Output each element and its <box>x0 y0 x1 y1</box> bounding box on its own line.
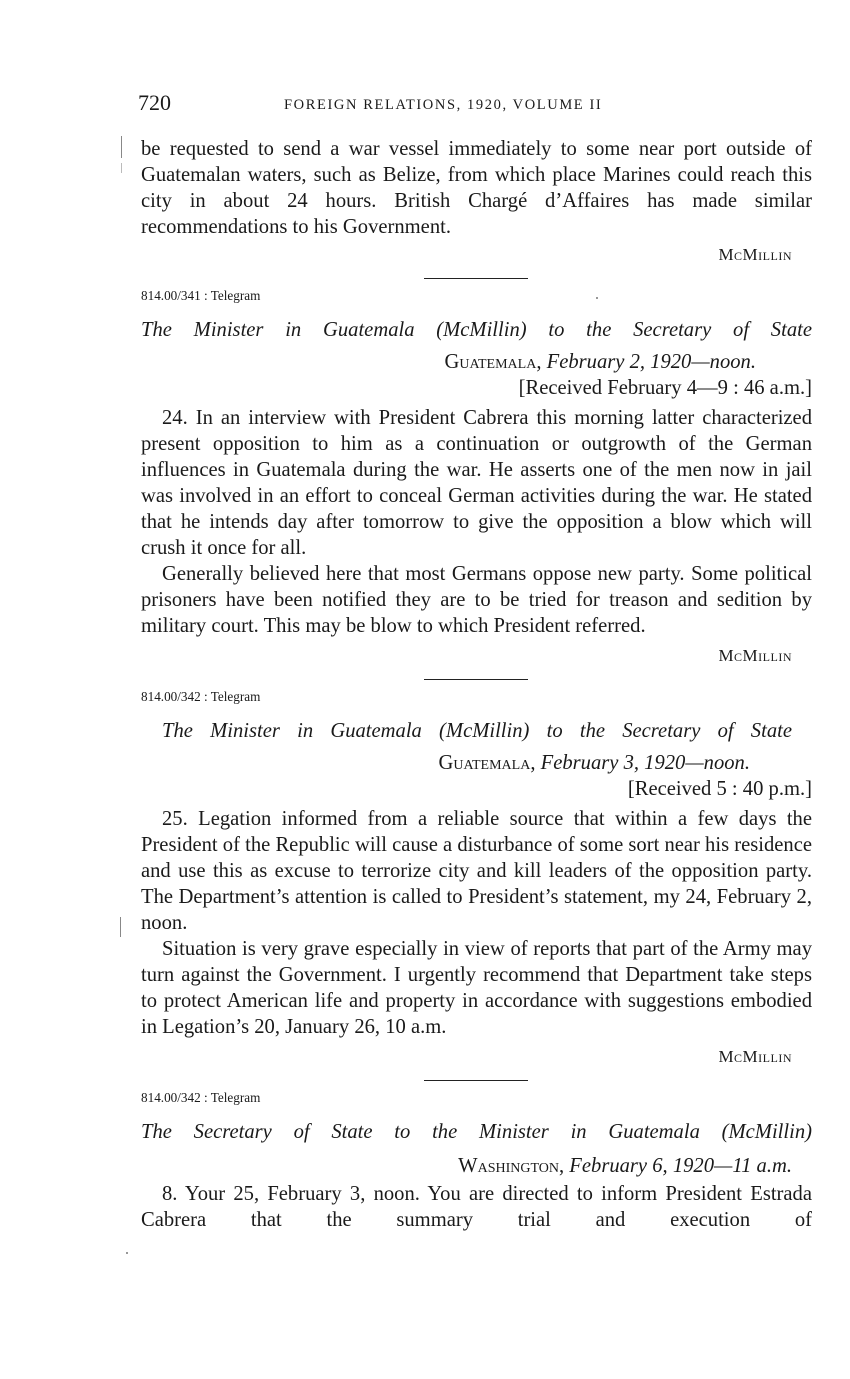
body-paragraph: Situation is very grave especially in view of reports that part of the Army may turn against the Government. I urgently recommend that Department take steps to protect American life and property in accordance with suggestions embodied in Legation’s 20, January 26, 10 a.m. <box>141 938 812 1038</box>
body-paragraph: 8. Your 25, February 3, noon. You are directed to inform President Estrada Cabrera that the summary trial and execution of <box>141 1183 812 1231</box>
page-header <box>138 90 812 122</box>
dateline-date: February 3, 1920—noon. <box>540 752 750 774</box>
dateline: Washington, February 6, 1920—11 a.m. <box>458 1155 792 1177</box>
margin-mark <box>121 163 122 173</box>
section-divider <box>424 679 528 680</box>
page-content <box>141 136 812 1233</box>
dateline-place: Washington <box>458 1155 559 1177</box>
body-paragraph: 24. In an interview with President Cabrera this morning latter characterized present opposition to him as a continuation or outgrowth of the German influences in Guatemala during the war. He asserts one of the men now in jail was involved in an effort to conceal German activities during the war. He stated that he intends day after tomorrow to give the opposition a blow which will crush it once for all. <box>141 407 812 559</box>
received-line: [Received 5 : 40 p.m.] <box>627 778 812 800</box>
file-reference: 814.00/342 : Telegram <box>141 1090 261 1105</box>
document-title: The Secretary of State to the Minister in Guatemala (McMillin) <box>141 1121 812 1143</box>
dateline: Guatemala, February 3, 1920—noon. <box>438 752 750 774</box>
margin-mark <box>121 136 122 158</box>
dateline-date: February 6, 1920—11 a.m. <box>569 1155 792 1177</box>
file-reference: 814.00/342 : Telegram <box>141 689 261 704</box>
dateline: Guatemala, February 2, 1920—noon. <box>444 351 756 373</box>
received-line: [Received February 4—9 : 46 a.m.] <box>518 377 812 399</box>
dateline-place: Guatemala <box>444 351 537 373</box>
intro-paragraph: be requested to send a war vessel immediately to some near port outside of Guatemalan waters, such as Belize, from which place Marines could reach this city in about 24 hours. British Chargé d’Affaires has made similar recommendations to his Government. <box>141 138 812 238</box>
telegram-342-reply <box>141 1089 812 1233</box>
signature: McMillin <box>718 1047 792 1066</box>
dateline-place: Guatemala <box>438 752 531 774</box>
page-number: 720 <box>138 90 171 115</box>
signature: McMillin <box>718 646 792 665</box>
document-title: The Minister in Guatemala (McMillin) to the Secretary of State <box>141 319 812 341</box>
section-divider <box>424 278 528 279</box>
section-divider <box>424 1080 528 1081</box>
body-paragraph: 25. Legation informed from a reliable source that within a few days the President of the Republic will cause a disturbance of some sort near his residence and use this as excuse to terrorize city and kill leaders of the opposition party. The Department’s attention is called to President’s statement, my 24, February 2, noon. <box>141 808 812 934</box>
file-reference: 814.00/341 : Telegram <box>141 288 261 303</box>
signature: McMillin <box>718 245 792 264</box>
telegram-341 <box>141 287 812 669</box>
speck <box>126 1252 128 1254</box>
dateline-date: February 2, 1920—noon. <box>546 351 756 373</box>
telegram-342 <box>141 688 812 1070</box>
margin-mark <box>120 917 121 937</box>
running-head: FOREIGN RELATIONS, 1920, VOLUME II <box>284 97 603 113</box>
body-paragraph: Generally believed here that most Germans oppose new party. Some political prisoners have been notified they are to be tried for treason and sedition by military court. This may be blow to which President referred. <box>141 563 812 637</box>
document-title: The Minister in Guatemala (McMillin) to the Secretary of State <box>162 720 792 742</box>
